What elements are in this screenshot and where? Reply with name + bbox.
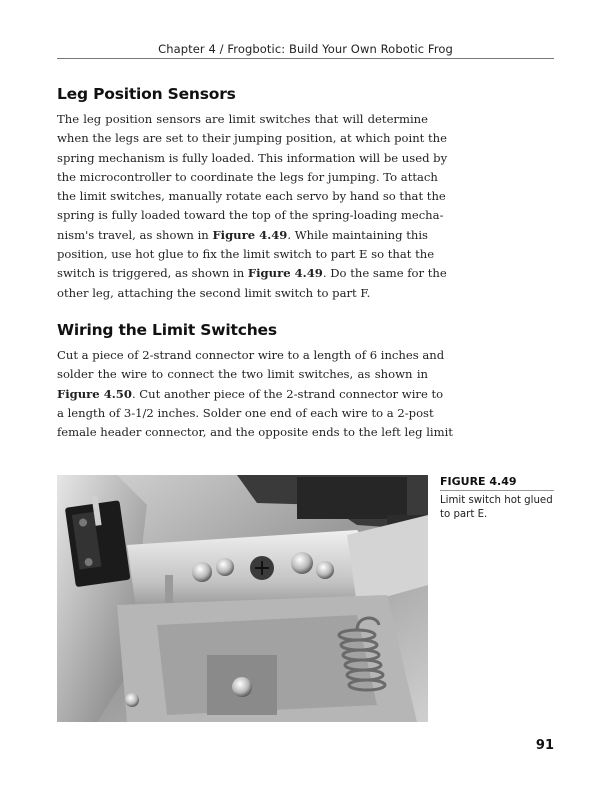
text-line: Figure 4.50. Cut another piece of the 2-strand connector wire to [57,386,444,401]
text-line: a length of 3-1/2 inches. Solder one end of each wire to a 2-post [57,405,434,420]
text-line: nism's travel, as shown in Figure 4.49. While maintaining this [57,227,428,242]
figure-caption-rule [440,490,554,491]
paragraph-leg-position-sensors [57,110,448,303]
figure-photo-limit-switch [57,475,428,722]
figure-reference: Figure 4.50 [57,386,132,401]
figure-reference: Figure 4.49 [212,227,288,242]
text-line: other leg, attaching the second limit switch to part F. [57,285,371,300]
figure-reference: Figure 4.49 [247,266,323,281]
text-line: when the legs are set to their jumping position, at which point the [57,131,448,146]
text-line: spring is fully loaded toward the top of the spring-loading mecha- [57,208,444,223]
running-head: Chapter 4 / Frogbotic: Build Your Own Robotic Frog [158,42,453,56]
header-rule [57,58,554,59]
section-heading-wiring-limit-switches: Wiring the Limit Switches [57,321,277,339]
text-line: the microcontroller to coordinate the legs for jumping. To attach [57,169,438,184]
figure-label: FIGURE 4.49 [440,475,517,488]
text-line: The leg position sensors are limit switches that will determine [57,112,428,126]
text-line: spring mechanism is fully loaded. This information will be used by [57,150,448,165]
text-line: the limit switches, manually rotate each servo by hand so that the [57,189,446,204]
section-heading-leg-position-sensors: Leg Position Sensors [57,85,236,103]
figure-caption: Limit switch hot glued to part E. [440,495,553,520]
paragraph-wiring-limit-switches [57,346,453,442]
text-line: switch is triggered, as shown in Figure 4.49. Do the same for the [57,266,447,281]
page-number: 91 [535,738,554,753]
text-line: Cut a piece of 2-strand connector wire to a length of 6 inches and [57,348,445,362]
text-line: female header connector, and the opposite ends to the left leg limit [57,425,453,440]
text-line: position, use hot glue to fix the limit switch to part E so that the [57,247,435,262]
text-line: solder the wire to connect the two limit switches, as shown in [57,367,428,382]
